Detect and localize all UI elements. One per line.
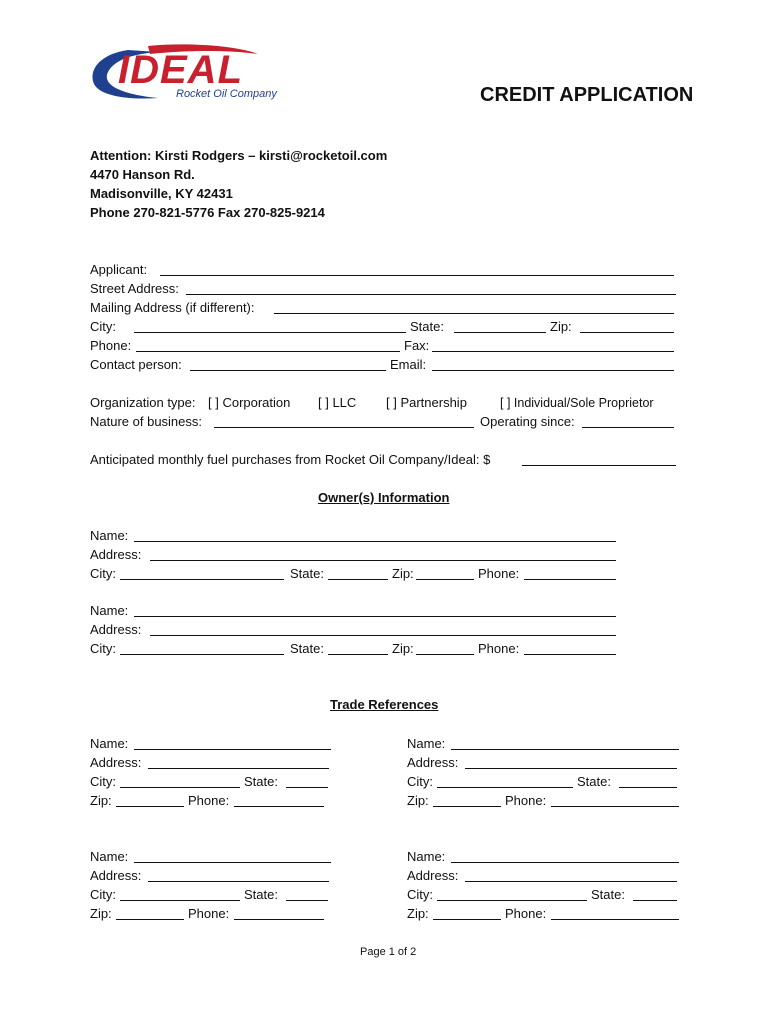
- trade-zip-label: Zip:: [407, 793, 429, 808]
- owner-phone-label: Phone:: [478, 641, 520, 656]
- nature-label: Nature of business:: [90, 414, 203, 429]
- trade-zip-label: Zip:: [407, 906, 429, 921]
- org-llc-checkbox[interactable]: [ ] LLC: [318, 395, 357, 410]
- trade3-zip-field[interactable]: [116, 919, 184, 920]
- phone-fax-line: Phone 270-821-5776 Fax 270-825-9214: [90, 205, 325, 220]
- street-row: [90, 280, 680, 298]
- page-number: Page 1 of 2: [360, 946, 417, 958]
- trade-city-label: City:: [407, 887, 433, 902]
- phone-label: Phone:: [90, 338, 132, 353]
- trade-address-label: Address:: [90, 868, 142, 883]
- trade1-city-field[interactable]: [120, 787, 240, 788]
- trade1-address-row: [90, 754, 335, 772]
- since-field[interactable]: [582, 427, 674, 428]
- owner1-phone-field[interactable]: [524, 579, 616, 580]
- trade-state-label: State:: [577, 774, 611, 789]
- trade-name-label: Name:: [90, 849, 129, 864]
- trade-phone-label: Phone:: [505, 793, 547, 808]
- trade-state-label: State:: [591, 887, 625, 902]
- city-label: City:: [90, 319, 116, 334]
- trade1-state-field[interactable]: [286, 787, 328, 788]
- mailing-field[interactable]: [274, 313, 674, 314]
- trade-name-label: Name:: [407, 849, 446, 864]
- nature-row: [90, 413, 680, 431]
- phone-fax-row: [90, 337, 680, 355]
- zip-label: Zip:: [550, 319, 572, 334]
- organization-row: [90, 394, 682, 412]
- owner1-name-row: [90, 527, 620, 545]
- anticipated-label: Anticipated monthly fuel purchases from Rocket Oil Company/Ideal: $: [90, 452, 491, 467]
- company-logo: [88, 44, 288, 106]
- trade3-city-row: [90, 886, 335, 904]
- owner-phone-label: Phone:: [478, 566, 520, 581]
- trade-city-label: City:: [90, 887, 116, 902]
- anticipated-row: [90, 451, 680, 469]
- owner-address-label: Address:: [90, 547, 142, 562]
- trade-address-label: Address:: [90, 755, 142, 770]
- contact-email-row: [90, 356, 680, 374]
- trade3-phone-field[interactable]: [234, 919, 324, 920]
- city-field[interactable]: [134, 332, 406, 333]
- owner-city-label: City:: [90, 641, 116, 656]
- trade-phone-label: Phone:: [188, 793, 230, 808]
- trade-city-label: City:: [90, 774, 116, 789]
- zip-field[interactable]: [580, 332, 674, 333]
- trade2-zip-field[interactable]: [433, 806, 501, 807]
- trade2-city-field[interactable]: [437, 787, 573, 788]
- trade-zip-label: Zip:: [90, 793, 112, 808]
- street-line: 4470 Hanson Rd.: [90, 167, 195, 182]
- organization-label: Organization type:: [90, 395, 196, 410]
- trade2-name-field[interactable]: [451, 749, 679, 750]
- trade-address-label: Address:: [407, 755, 459, 770]
- trade2-phone-field[interactable]: [551, 806, 679, 807]
- owner1-name-field[interactable]: [134, 541, 616, 542]
- trade-heading: Trade References: [330, 697, 439, 712]
- owner1-address-field[interactable]: [150, 560, 616, 561]
- owner-state-label: State:: [290, 566, 324, 581]
- contact-label: Contact person:: [90, 357, 182, 372]
- trade3-address-field[interactable]: [148, 881, 329, 882]
- email-field[interactable]: [432, 370, 674, 371]
- trade-zip-label: Zip:: [90, 906, 112, 921]
- owner-name-label: Name:: [90, 603, 129, 618]
- trade-phone-label: Phone:: [188, 906, 230, 921]
- trade-state-label: State:: [244, 774, 278, 789]
- mailing-label: Mailing Address (if different):: [90, 300, 255, 315]
- trade1-name-field[interactable]: [134, 749, 331, 750]
- owner-zip-label: Zip:: [392, 641, 414, 656]
- trade4-zip-field[interactable]: [433, 919, 501, 920]
- fax-label: Fax:: [404, 338, 430, 353]
- owner-name-label: Name:: [90, 528, 129, 543]
- logo-brand: IDEAL: [118, 48, 243, 92]
- trade1-zip-field[interactable]: [116, 806, 184, 807]
- owner2-name-field[interactable]: [134, 616, 616, 617]
- owner1-address-row: [90, 546, 620, 564]
- nature-field[interactable]: [214, 427, 474, 428]
- city-line: Madisonville, KY 42431: [90, 186, 233, 201]
- street-field[interactable]: [186, 294, 676, 295]
- anticipated-field[interactable]: [522, 465, 676, 466]
- city-state-zip-row: [90, 318, 680, 336]
- trade4-name-field[interactable]: [451, 862, 679, 863]
- owner2-city-field[interactable]: [120, 654, 284, 655]
- owner1-city-field[interactable]: [120, 579, 284, 580]
- page-title: CREDIT APPLICATION: [480, 84, 694, 106]
- trade3-name-field[interactable]: [134, 862, 331, 863]
- owner2-address-row: [90, 621, 620, 639]
- owner-address-label: Address:: [90, 622, 142, 637]
- applicant-field[interactable]: [160, 275, 674, 276]
- org-sole-proprietor-checkbox[interactable]: [ ] Individual/Sole Proprietor: [500, 396, 654, 410]
- mailing-row: [90, 299, 680, 317]
- trade-name-label: Name:: [407, 736, 446, 751]
- street-label: Street Address:: [90, 281, 179, 296]
- owner-city-label: City:: [90, 566, 116, 581]
- owner2-zip-field[interactable]: [416, 654, 474, 655]
- trade4-zip-row: [407, 905, 683, 923]
- applicant-label: Applicant:: [90, 262, 148, 277]
- trade4-city-row: [407, 886, 683, 904]
- trade1-city-row: [90, 773, 335, 791]
- email-label: Email:: [390, 357, 427, 372]
- trade4-address-row: [407, 867, 683, 885]
- org-corporation-checkbox[interactable]: [ ] Corporation: [208, 395, 291, 410]
- state-label: State:: [410, 319, 444, 334]
- trade-state-label: State:: [244, 887, 278, 902]
- owner-state-label: State:: [290, 641, 324, 656]
- trade3-name-row: [90, 848, 335, 866]
- state-field[interactable]: [454, 332, 546, 333]
- logo-tagline: Rocket Oil Company: [176, 88, 277, 100]
- trade-city-label: City:: [407, 774, 433, 789]
- owners-heading: Owner(s) Information: [318, 490, 450, 505]
- trade1-zip-row: [90, 792, 335, 810]
- owner1-state-field[interactable]: [328, 579, 388, 580]
- trade4-state-field[interactable]: [633, 900, 677, 901]
- owner1-zip-field[interactable]: [416, 579, 474, 580]
- trade2-address-field[interactable]: [465, 768, 677, 769]
- trade1-address-field[interactable]: [148, 768, 329, 769]
- applicant-row: [90, 261, 680, 279]
- trade3-address-row: [90, 867, 335, 885]
- trade4-city-field[interactable]: [437, 900, 587, 901]
- trade2-state-field[interactable]: [619, 787, 677, 788]
- trade-name-label: Name:: [90, 736, 129, 751]
- owner-zip-label: Zip:: [392, 566, 414, 581]
- trade2-zip-row: [407, 792, 683, 810]
- owner2-address-field[interactable]: [150, 635, 616, 636]
- since-label: Operating since:: [480, 414, 575, 429]
- trade2-city-row: [407, 773, 683, 791]
- trade1-phone-field[interactable]: [234, 806, 324, 807]
- owner2-phone-field[interactable]: [524, 654, 616, 655]
- trade3-zip-row: [90, 905, 335, 923]
- contact-field[interactable]: [190, 370, 386, 371]
- trade4-address-field[interactable]: [465, 881, 677, 882]
- trade-address-label: Address:: [407, 868, 459, 883]
- owner2-name-row: [90, 602, 620, 620]
- trade3-state-field[interactable]: [286, 900, 328, 901]
- owner1-city-row: [90, 565, 620, 583]
- owner2-city-row: [90, 640, 620, 658]
- trade1-name-row: [90, 735, 335, 753]
- trade2-name-row: [407, 735, 683, 753]
- trade-phone-label: Phone:: [505, 906, 547, 921]
- attention-line: Attention: Kirsti Rodgers – kirsti@rocketoil.com: [90, 148, 388, 163]
- phone-field[interactable]: [136, 351, 400, 352]
- trade2-address-row: [407, 754, 683, 772]
- trade3-city-field[interactable]: [120, 900, 240, 901]
- fax-field[interactable]: [432, 351, 674, 352]
- trade4-name-row: [407, 848, 683, 866]
- org-partnership-checkbox[interactable]: [ ] Partnership: [386, 395, 467, 410]
- owner2-state-field[interactable]: [328, 654, 388, 655]
- trade4-phone-field[interactable]: [551, 919, 679, 920]
